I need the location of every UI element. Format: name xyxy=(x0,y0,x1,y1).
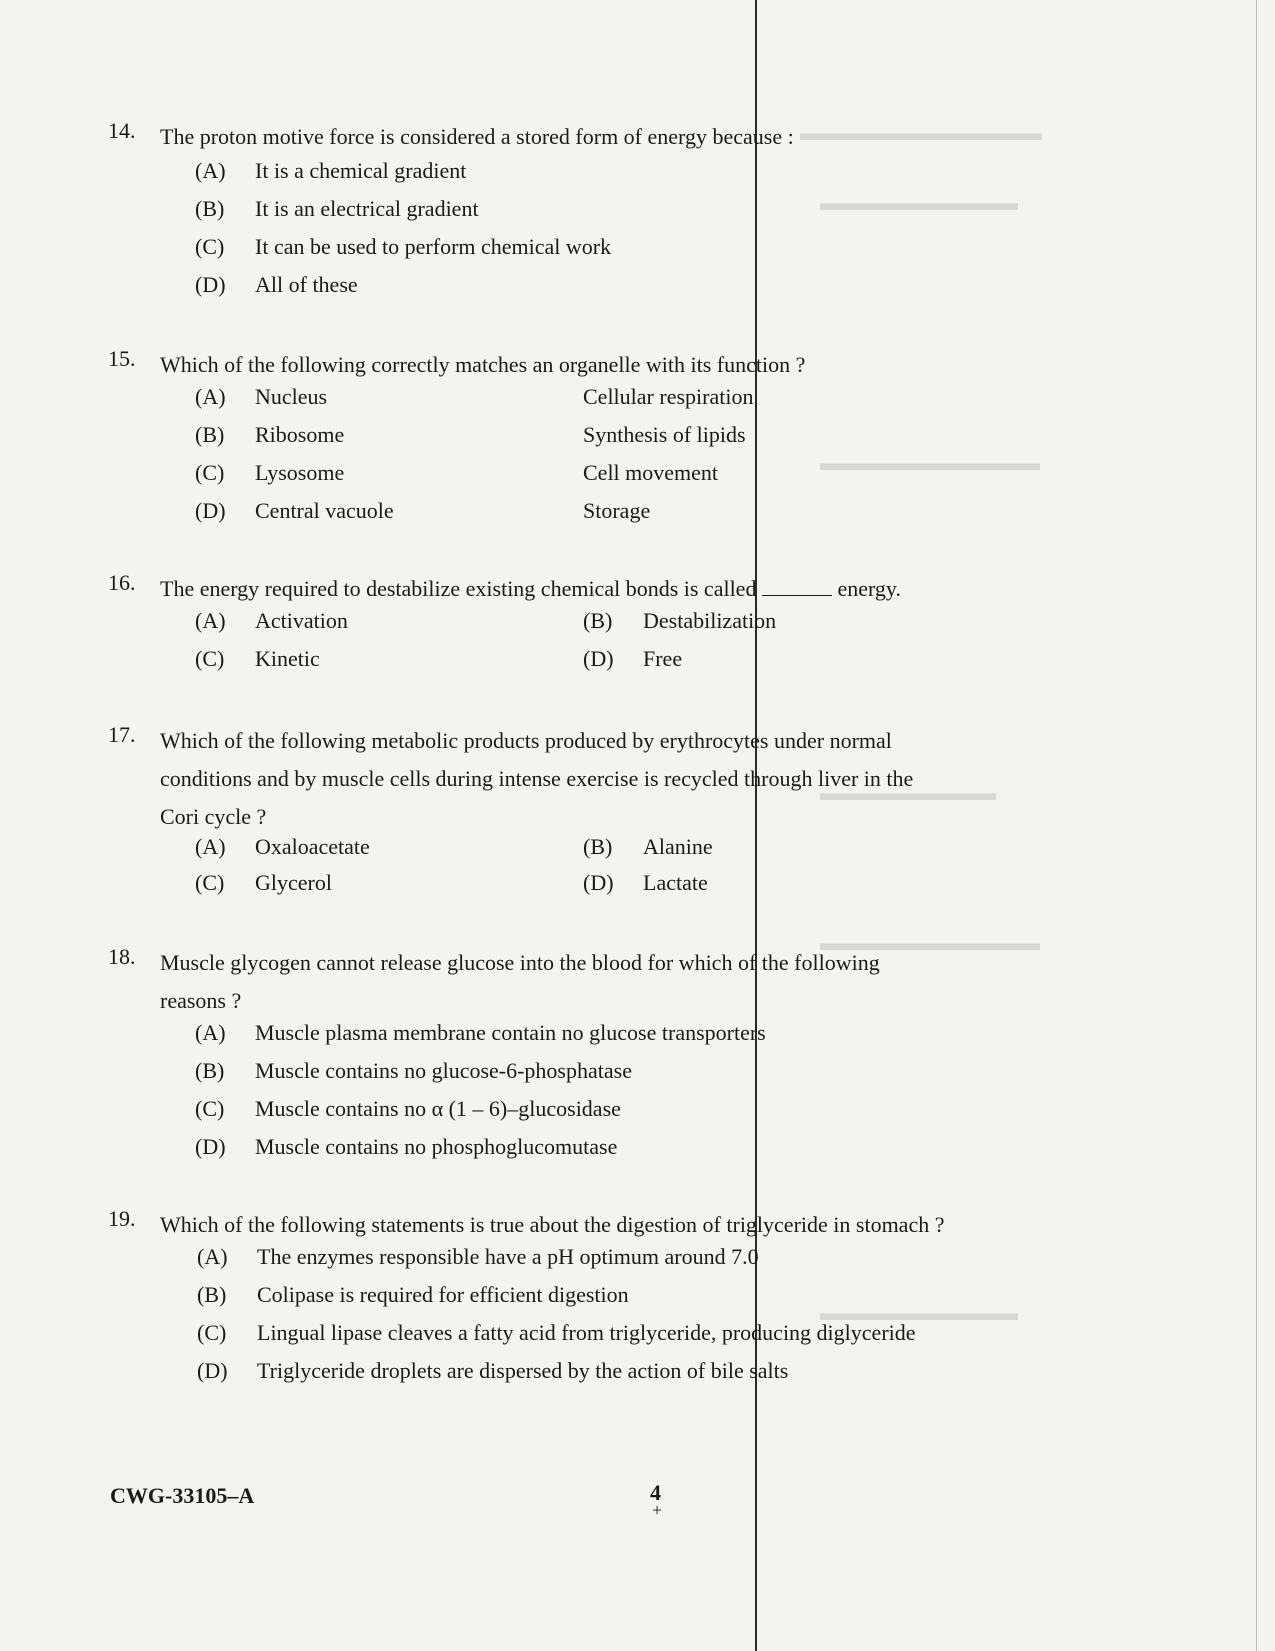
question-text: The energy required to destabilize existing chemical bonds is called energy. xyxy=(160,576,901,601)
option-d[interactable]: (D) Central vacuole xyxy=(195,498,394,523)
option-c[interactable]: (C) Lingual lipase cleaves a fatty acid from triglyceride, producing diglyceride xyxy=(197,1320,916,1345)
show-through-decoration: ▬▬▬▬▬▬▬▬▬▬ xyxy=(820,450,1040,475)
option-c[interactable]: (C) Muscle contains no α (1 – 6)–glucosidase xyxy=(195,1096,621,1121)
show-through-decoration: ▬▬▬▬▬▬▬▬ xyxy=(820,780,996,805)
option-d[interactable]: (D) Lactate xyxy=(583,870,708,895)
option-a-match: Cellular respiration xyxy=(583,384,754,409)
option-c[interactable]: (C) Kinetic xyxy=(195,646,320,671)
option-c-match: Cell movement xyxy=(583,460,719,485)
option-d[interactable]: (D) All of these xyxy=(195,272,358,297)
show-through-decoration: ▬▬▬▬▬▬▬▬▬ xyxy=(820,190,1018,215)
option-c[interactable]: (C) Lysosome xyxy=(195,460,345,485)
option-d[interactable]: (D) Free xyxy=(583,646,683,671)
option-c[interactable]: (C) Glycerol xyxy=(195,870,332,895)
question-number: 15. xyxy=(108,346,136,371)
question-text: Which of the following statements is true about the digestion of triglyceride in stomach ? xyxy=(160,1212,945,1237)
question-number: 18. xyxy=(108,944,136,969)
option-a[interactable]: (A) Muscle plasma membrane contain no glucose transporters xyxy=(195,1020,766,1045)
question-number: 14. xyxy=(108,118,136,143)
option-b[interactable]: (B) It is an electrical gradient xyxy=(195,196,479,221)
option-b[interactable]: (B) Muscle contains no glucose-6-phosphatase xyxy=(195,1058,632,1083)
paper-code: CWG-33105–A xyxy=(110,1483,255,1508)
option-b[interactable]: (B) Colipase is required for efficient digestion xyxy=(197,1282,629,1307)
option-d[interactable]: (D) Muscle contains no phosphoglucomutase xyxy=(195,1134,618,1159)
show-through-decoration: ▬▬▬▬▬▬▬▬▬▬ xyxy=(820,930,1040,955)
option-a[interactable]: (A) It is a chemical gradient xyxy=(195,158,467,183)
option-d[interactable]: (D) Triglyceride droplets are dispersed by the action of bile salts xyxy=(197,1358,789,1383)
question-text: The proton motive force is considered a stored form of energy because : xyxy=(160,124,794,149)
page-plus-mark: + xyxy=(652,1500,663,1520)
option-c[interactable]: (C) It can be used to perform chemical work xyxy=(195,234,612,259)
question-text: Which of the following correctly matches an organelle with its function ? xyxy=(160,352,806,377)
show-through-decoration: ▬▬▬▬▬▬▬▬▬ xyxy=(820,1300,1018,1325)
question-number: 19. xyxy=(108,1206,136,1231)
option-b[interactable]: (B) Ribosome xyxy=(195,422,345,447)
option-a[interactable]: (A) Nucleus xyxy=(195,384,328,409)
question-number: 16. xyxy=(108,570,136,595)
option-d-match: Storage xyxy=(583,498,651,523)
option-b[interactable]: (B) Destabilization xyxy=(583,608,777,633)
option-b-match: Synthesis of lipids xyxy=(583,422,746,447)
option-b[interactable]: (B) Alanine xyxy=(583,834,713,859)
option-a[interactable]: (A) Activation xyxy=(195,608,348,633)
option-a[interactable]: (A) Oxaloacetate xyxy=(195,834,370,859)
option-a[interactable]: (A) The enzymes responsible have a pH optimum around 7.0 xyxy=(197,1244,759,1269)
show-through-decoration: ▬▬▬▬▬▬▬▬▬▬▬ xyxy=(800,120,1042,145)
page-edge-line xyxy=(1256,0,1257,1651)
page-number: 4 xyxy=(650,1480,661,1505)
question-text: Muscle glycogen cannot release glucose into the blood for which of the following reasons ? xyxy=(160,950,880,1013)
question-number: 17. xyxy=(108,722,136,747)
answer-blank xyxy=(762,595,832,596)
question-text: Which of the following metabolic products produced by erythrocytes under normal conditions and by muscle cells during intense exercise is recycled through liver in the Cori cycle ? xyxy=(160,728,914,829)
